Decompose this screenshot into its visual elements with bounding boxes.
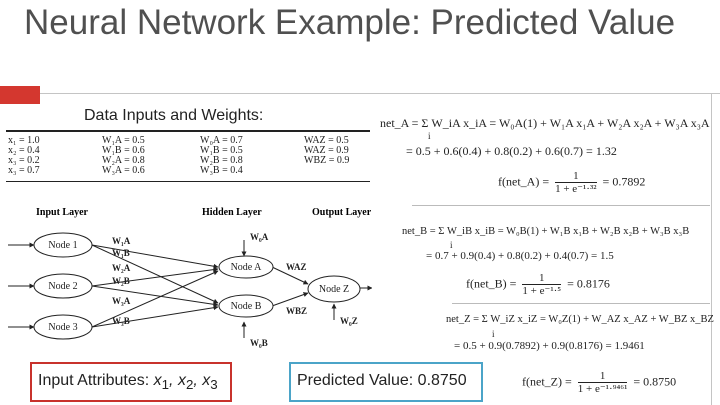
fZ-fraction (578, 370, 628, 395)
table-row (6, 166, 370, 176)
table-cell: WAZ = 0.5 (304, 135, 349, 146)
table-cell (302, 166, 370, 176)
fZ-rhs: = 0.8750 (633, 374, 677, 389)
equation-netB-sub: i (450, 240, 453, 250)
data-inputs-heading: Data Inputs and Weights: (84, 107, 264, 124)
weight-w0z: W₀Z (340, 316, 358, 326)
weight-w0b: W₀B (250, 338, 268, 348)
weight-w0a: W₀A (250, 232, 269, 242)
table-row (6, 156, 370, 166)
fB-fraction (522, 272, 561, 297)
edge-2a (92, 269, 218, 286)
accent-bar (0, 86, 40, 104)
network-diagram (0, 200, 372, 360)
table-cell: x₃ = 0.2 (8, 155, 40, 166)
sub-1: 1 (161, 377, 170, 393)
node-2-label: Node 2 (48, 281, 78, 292)
node-1-label: Node 1 (48, 240, 78, 251)
weights-table (6, 136, 370, 176)
table-cell: x₃ = 0.7 (8, 165, 40, 176)
table-cell: W₁B = 0.6 (102, 145, 145, 156)
equation-divider-2 (452, 303, 710, 304)
weight-w1a: W₁A (112, 236, 131, 246)
edge-2b (92, 286, 218, 305)
table-cell: W₂B = 0.8 (200, 155, 243, 166)
weight-w3a: W₃A (112, 296, 131, 306)
fZ-denominator: 1 + e⁻¹·⁹⁴⁶¹ (577, 383, 628, 395)
edge-1a (92, 245, 218, 267)
equation-netA: net_A = Σ W_iA x_iA = W₀A(1) + W₁A x₁A + W₂A x₂A + W₃A x₃A (380, 116, 710, 130)
input-layer-label: Input Layer (36, 207, 88, 218)
node-3-label: Node 3 (48, 322, 78, 333)
weight-w2b: W₂B (112, 276, 130, 286)
var-x1: x (153, 372, 162, 389)
table-cell: WBZ = 0.9 (304, 155, 350, 166)
table-cell: W₃B = 0.4 (200, 165, 243, 176)
var-x2: , x (169, 372, 186, 389)
table-bottom-rule (6, 181, 370, 182)
sub-3: 3 (210, 377, 218, 393)
table-cell: W₀A = 0.7 (200, 135, 243, 146)
weight-w1b: W₁B (112, 248, 130, 258)
equation-netA-values: = 0.5 + 0.6(0.4) + 0.8(0.2) + 0.6(0.7) = 1.32 (406, 144, 617, 158)
fZ-lhs: f(net_Z) = (522, 374, 572, 389)
weight-wbz: WBZ (286, 306, 308, 316)
table-cell: W₃A = 0.6 (102, 165, 145, 176)
equation-fZ (522, 370, 676, 395)
edge-3b (92, 307, 218, 327)
fB-lhs: f(net_B) = (466, 276, 517, 291)
hidden-layer-label: Hidden Layer (202, 207, 262, 218)
title-divider (40, 93, 720, 94)
edge-bz (272, 293, 308, 306)
predicted-value-text: Predicted Value: 0.8750 (297, 372, 467, 389)
fA-lhs: f(net_A) = (498, 174, 550, 189)
fB-rhs: = 0.8176 (567, 276, 610, 291)
node-z-label: Node Z (318, 284, 350, 295)
table-cell: x₁ = 1.0 (8, 135, 40, 146)
fA-rhs: = 0.7892 (602, 174, 646, 189)
node-b-label: Node B (230, 301, 262, 312)
fB-numerator: 1 (522, 272, 561, 285)
table-cell: W₂A = 0.8 (102, 155, 145, 166)
equation-netZ-sub: i (492, 329, 495, 339)
fA-numerator: 1 (555, 170, 596, 183)
edge-3a (92, 271, 218, 327)
equation-fA (498, 170, 645, 195)
weights-table-wrap (6, 130, 370, 182)
table-top-rule (6, 130, 370, 132)
fA-fraction (555, 170, 596, 195)
equation-netA-sub: i (428, 131, 431, 141)
table-cell: x₂ = 0.4 (8, 145, 40, 156)
slide-title: Neural Network Example: Predicted Value (24, 3, 676, 42)
table-cell: WAZ = 0.9 (304, 145, 349, 156)
equation-netZ-values: = 0.5 + 0.9(0.7892) + 0.9(0.8176) = 1.9461 (454, 340, 645, 352)
fA-denominator: 1 + e⁻¹·³² (555, 183, 597, 195)
weight-w2a: W₂A (112, 263, 131, 273)
edge-1b (92, 245, 218, 303)
weight-waz: WAZ (286, 262, 307, 272)
right-divider (711, 94, 712, 405)
output-layer-label: Output Layer (312, 207, 372, 218)
weight-w3b: W₃B (112, 316, 130, 326)
input-attributes-label: Input Attributes: (38, 372, 154, 389)
equation-divider-1 (412, 205, 710, 206)
equation-fB (466, 272, 610, 297)
equation-netB-values: = 0.7 + 0.9(0.4) + 0.8(0.2) + 0.4(0.7) = 1.5 (426, 250, 614, 262)
sub-2: 2 (185, 377, 194, 393)
equation-netZ: net_Z = Σ W_iZ x_iZ = W₀Z(1) + W_AZ x_AZ + W_BZ x_BZ (446, 314, 714, 325)
input-attributes-text (38, 372, 218, 392)
node-a-label: Node A (230, 262, 262, 273)
fB-denominator: 1 + e⁻¹·⁵ (522, 285, 562, 297)
var-x3: , x (193, 372, 211, 389)
table-cell: W₁A = 0.5 (102, 135, 145, 146)
equation-netB: net_B = Σ W_iB x_iB = W₀B(1) + W₁B x₁B + W₂B x₂B + W₃B x₃B (402, 226, 690, 237)
fZ-numerator: 1 (578, 370, 628, 383)
table-cell: W₁B = 0.5 (200, 145, 243, 156)
